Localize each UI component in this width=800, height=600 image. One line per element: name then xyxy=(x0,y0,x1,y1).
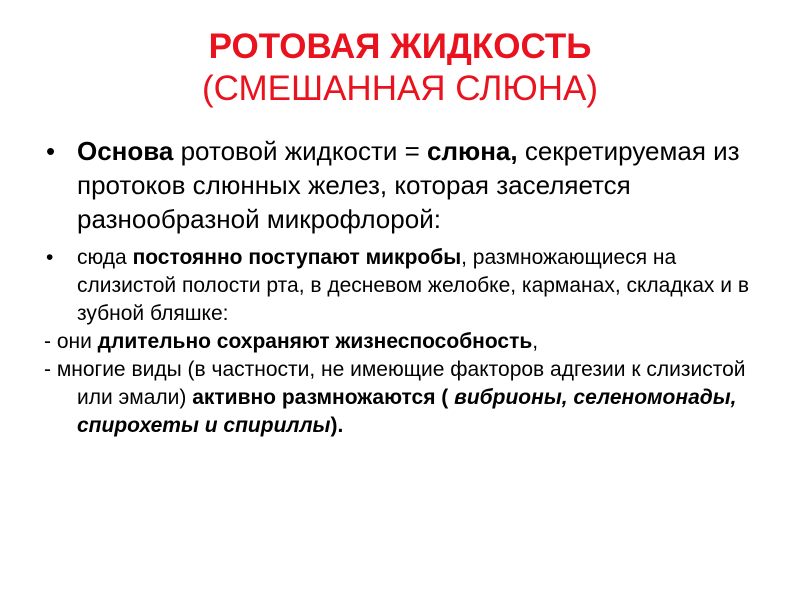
dash1-text-2: , xyxy=(532,330,539,353)
bullet1-bold-saliva: слюна, xyxy=(427,136,518,166)
dash-item-1 xyxy=(44,328,774,356)
bullet-item-1 xyxy=(44,134,774,236)
slide-body xyxy=(44,134,774,440)
dash2-text-1: - многие виды (в частности, не имеющие факторов адгезии к слизистой или эмали) xyxy=(44,358,746,409)
dash1-bold-viability: длительно сохраняют жизнеспособность xyxy=(97,330,533,353)
title-block xyxy=(0,26,800,110)
bullet1-bold-basis: Основа xyxy=(77,136,174,166)
bullet2-text-1: сюда xyxy=(77,246,133,269)
dash-item-2 xyxy=(44,356,774,440)
bullet-item-2 xyxy=(44,244,774,328)
dash2-bold-multiply: активно размножаются ( xyxy=(192,386,455,409)
dash2-bolditalic-species: вибрионы, селеномонады, спирохеты и спириллы xyxy=(77,386,737,437)
slide-title: РОТОВАЯ ЖИДКОСТЬ xyxy=(208,27,592,66)
bullet1-text-1: ротовой жидкости = xyxy=(173,136,428,166)
slide-subtitle: (СМЕШАННАЯ СЛЮНА) xyxy=(201,69,599,108)
bullet2-text-2: , размножающиеся на слизистой полости рта, в десневом желобке, карманах, складках и в зубной бляшке: xyxy=(77,246,749,325)
dash1-text-1: - они xyxy=(44,330,98,353)
dash2-bold-close: ). xyxy=(330,414,344,437)
bullet2-bold-microbes: постоянно поступают микробы xyxy=(132,246,462,269)
bullet1-text-2: секретируемая из протоков слюнных желез, которая заселяется разнообразной микрофлорой: xyxy=(77,136,740,234)
